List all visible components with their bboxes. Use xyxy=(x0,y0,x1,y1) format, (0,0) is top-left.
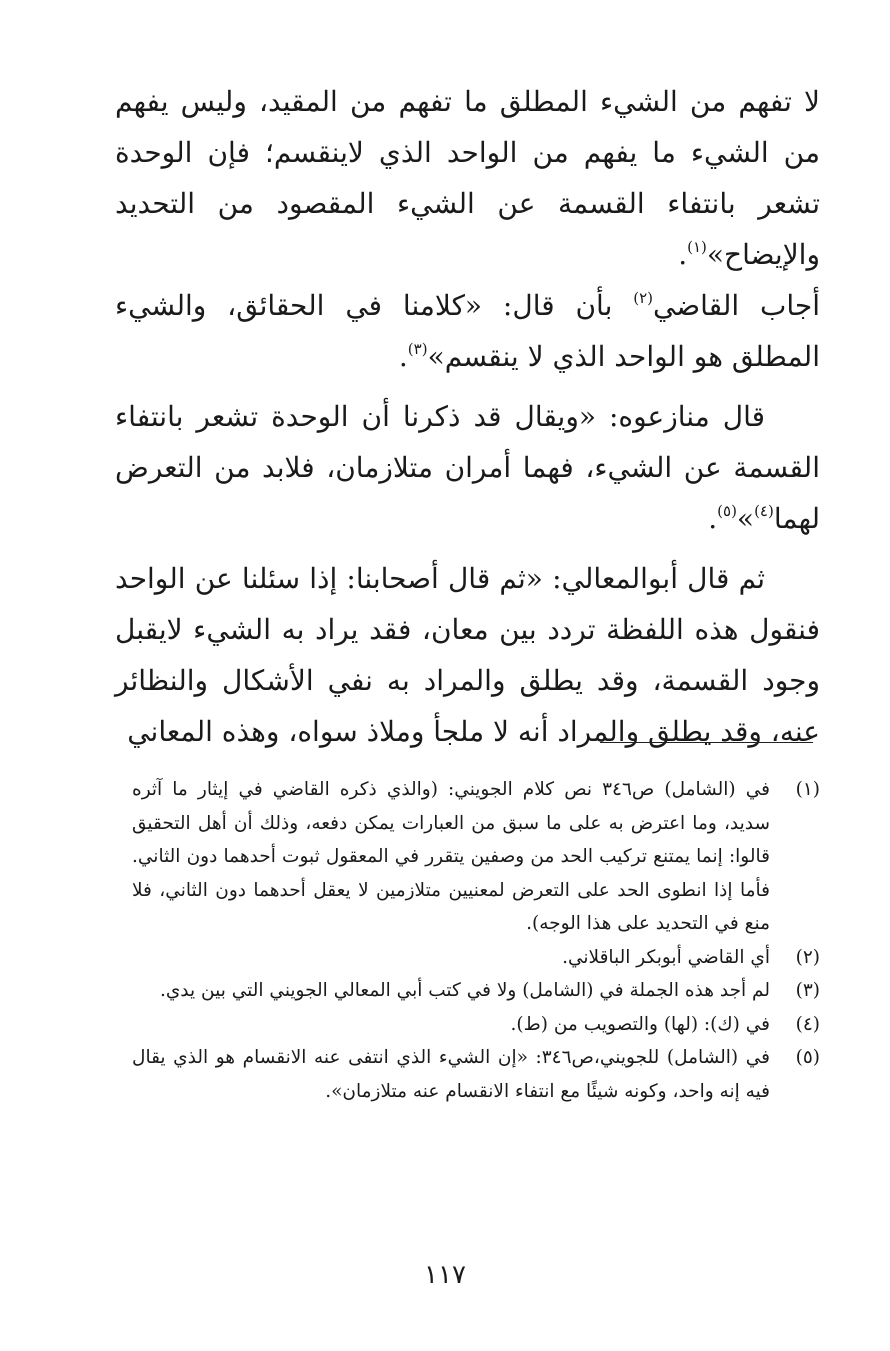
footnote-5 xyxy=(132,1041,820,1108)
footnote-4 xyxy=(132,1008,820,1042)
paragraph-2-text-a: أجاب القاضي xyxy=(653,289,820,322)
paragraph-3-text-b: » xyxy=(736,502,755,535)
footnote-number: (٢) xyxy=(795,946,820,968)
footnote-number: (٥) xyxy=(795,1047,820,1068)
footnote-ref-2: (٢) xyxy=(633,289,654,307)
paragraph-2-text-b: بأن قال: «كلامنا في الحقائق، والشيء المطلق هو الواحد الذي لا ينقسم» xyxy=(115,289,820,373)
paragraph-1-end: . xyxy=(678,238,688,271)
footnote-text: في (ك): (لها) والتصويب من (ط). xyxy=(510,1013,770,1035)
paragraph-2 xyxy=(115,280,820,382)
footnote-2 xyxy=(132,941,820,975)
footnote-number: (٣) xyxy=(795,980,820,1001)
footnote-ref-4: (٤) xyxy=(754,502,774,520)
paragraph-1 xyxy=(115,76,820,280)
paragraph-4: ثم قال أبوالمعالي: «ثم قال أصحابنا: إذا سئلنا عن الواحد فنقول هذه اللفظة تردد بين معان، فقد يراد به الشيء لايقبل وجود القسمة، وقد يطلق والمراد به نفي الأشكال والنظائر عنه، وقد يطلق والمراد أنه لا ملجأ وملاذ سواه، وهذه المعاني xyxy=(115,562,820,748)
footnote-ref-5: (٥) xyxy=(717,502,737,520)
paragraph-2-end: . xyxy=(398,340,408,373)
footnote-1 xyxy=(132,773,820,941)
footnote-3 xyxy=(132,974,820,1008)
page-number: ١١٧ xyxy=(424,1260,466,1290)
footnote-number: (١) xyxy=(795,779,820,800)
footnotes xyxy=(132,773,820,1108)
paragraph-3-text-a: قال منازعوه: «ويقال قد ذكرنا أن الوحدة تشعر بانتفاء القسمة عن الشيء، فهما أمران متلازمان، فلابد من التعرض لهما xyxy=(115,400,820,535)
paragraph-3-end: . xyxy=(708,502,718,535)
footnote-text: أي القاضي أبوبكر الباقلاني. xyxy=(562,946,770,968)
paragraph-1-text: لا تفهم من الشيء المطلق ما تفهم من المقيد، وليس يفهم من الشيء ما يفهم من الواحد الذي لاينقسم؛ فإن الوحدة تشعر بانتفاء القسمة عن الشيء المقصود من التحديد والإيضاح» xyxy=(115,85,820,271)
footnote-text: لم أجد هذه الجملة في (الشامل) ولا في كتب أبي المعالي الجويني التي بين يدي. xyxy=(159,980,770,1001)
footnote-text: في (الشامل) للجويني،ص٣٤٦: «إن الشيء الذي انتفى عنه الانقسام هو الذي يقال فيه إنه واحد، وكونه شيئًا مع انتفاء الانقسام عنه متلازمان». xyxy=(132,1047,770,1102)
main-text xyxy=(115,76,820,757)
footnote-separator xyxy=(600,742,813,743)
footnote-text: في (الشامل) ص٣٤٦ نص كلام الجويني: (والذي ذكره القاضي في إيثار ما آثره سديد، وما اعترض به على ما سبق من العبارات يمكن دفعه، وذلك أن أهل التحقيق قالوا: إنما يمتنع تركيب الحد من وصفين يتقرر في المعقول ثبوت أحدهما دون الثاني. فأما إذا انطوى الحد على التعرض لمعنيين متلازمين لا يعقل أحدهما دون الثاني، فلا منع في التحديد على هذا الوجه). xyxy=(132,779,770,934)
footnote-number: (٤) xyxy=(795,1013,820,1035)
paragraph-3 xyxy=(115,391,820,544)
footnote-ref-1: (١) xyxy=(687,238,707,256)
footnote-ref-3: (٣) xyxy=(407,340,428,358)
